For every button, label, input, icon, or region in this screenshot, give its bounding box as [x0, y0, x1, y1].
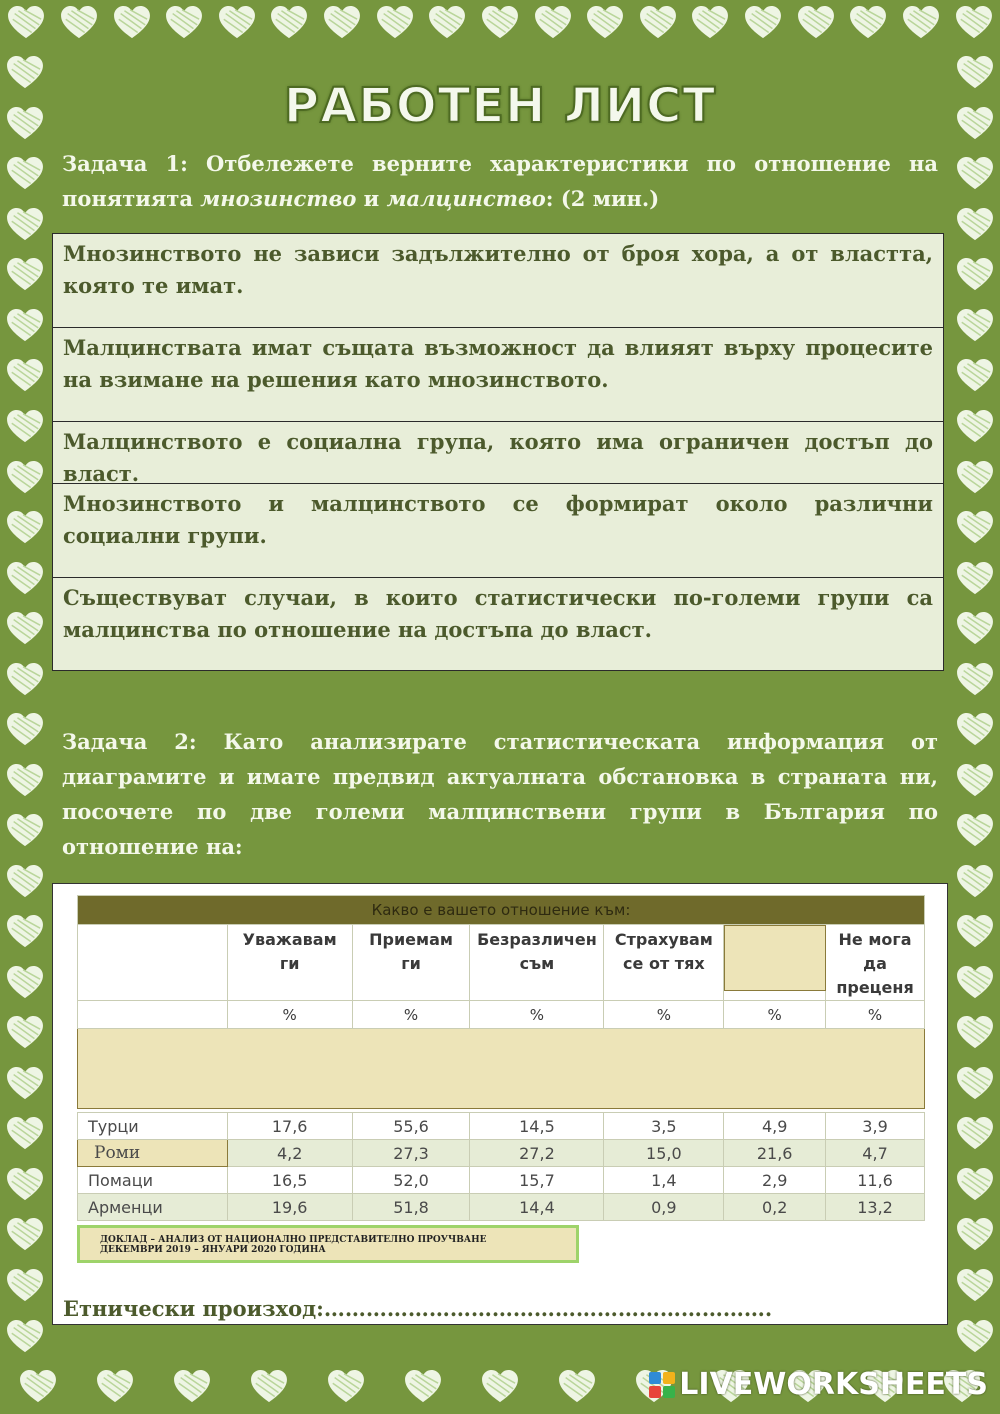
heart-icon — [956, 258, 994, 296]
heart-icon — [956, 562, 994, 600]
heart-border-top — [0, 0, 1000, 50]
table-cell: 4,2 — [227, 1140, 352, 1167]
heart-icon — [6, 1218, 44, 1256]
pct-cell: % — [470, 1001, 604, 1029]
table-cell: 16,5 — [227, 1167, 352, 1194]
heart-icon — [744, 6, 782, 44]
table-cell: 4,9 — [724, 1113, 826, 1140]
heart-icon — [428, 6, 466, 44]
heart-icon — [956, 764, 994, 802]
table-cell: 27,3 — [352, 1140, 470, 1167]
heart-icon — [173, 1370, 211, 1408]
pct-cell: % — [604, 1001, 724, 1029]
heart-border-left — [0, 50, 50, 1364]
heart-icon — [7, 6, 45, 44]
table-cell: 4,7 — [826, 1140, 925, 1167]
statement-option[interactable]: Малцинствата имат същата възможност да влияят върху процесите на взимане на решения като мнозинството. — [53, 328, 943, 422]
heart-icon — [956, 966, 994, 1004]
heart-icon — [956, 1168, 994, 1206]
table-row — [78, 1194, 925, 1221]
heart-icon — [956, 713, 994, 751]
heart-icon — [6, 461, 44, 499]
heart-icon — [6, 157, 44, 195]
heart-icon — [6, 865, 44, 903]
table-cell: 2,9 — [724, 1167, 826, 1194]
heart-icon — [956, 915, 994, 953]
heart-icon — [6, 359, 44, 397]
header-answer-box[interactable] — [724, 925, 826, 1001]
statement-option[interactable]: Мнозинството не зависи задължително от броя хора, а от властта, която те имат. — [53, 234, 943, 328]
heart-icon — [6, 1016, 44, 1054]
report-source-box — [77, 1225, 579, 1263]
ethnic-origin-field[interactable]: Етнически произход:………………………………………………………. — [63, 1296, 773, 1321]
table-cell: 15,7 — [470, 1167, 604, 1194]
pct-cell: % — [826, 1001, 925, 1029]
heart-icon — [956, 1067, 994, 1105]
table-cell: 3,9 — [826, 1113, 925, 1140]
pct-cell: % — [227, 1001, 352, 1029]
table-cell: 52,0 — [352, 1167, 470, 1194]
statement-option[interactable]: Мнозинството и малцинството се формират около различни социални групи. — [53, 484, 943, 578]
heart-icon — [586, 6, 624, 44]
liveworksheets-logo — [649, 1367, 988, 1402]
statement-option[interactable]: Малцинството е социална група, която има ограничен достъп до власт. — [53, 422, 943, 484]
answer-area[interactable] — [78, 1029, 925, 1109]
heart-icon — [6, 1067, 44, 1105]
table-row — [78, 1167, 925, 1194]
heart-icon — [6, 663, 44, 701]
task1-lead: Задача 1: Отбележете верните характеристики по отношение на понятията — [62, 151, 938, 211]
heart-icon — [849, 6, 887, 44]
heart-icon — [6, 1168, 44, 1206]
page-title: РАБОТЕН ЛИСТ — [283, 78, 717, 134]
heart-icon — [6, 764, 44, 802]
table-cell: 21,6 — [724, 1140, 826, 1167]
heart-icon — [6, 410, 44, 448]
report-line-2: ДЕКЕМВРИ 2019 – ЯНУАРИ 2020 ГОДИНА — [100, 1245, 326, 1255]
heart-icon — [956, 410, 994, 448]
table-cell: 15,0 — [604, 1140, 724, 1167]
heart-icon — [6, 713, 44, 751]
task1-conj: и — [356, 186, 387, 211]
table-cell: 0,9 — [604, 1194, 724, 1221]
heart-icon — [956, 461, 994, 499]
logo-icon — [649, 1372, 675, 1398]
table-cell: 19,6 — [227, 1194, 352, 1221]
heart-icon — [481, 6, 519, 44]
heart-icon — [956, 511, 994, 549]
table-cell: 0,2 — [724, 1194, 826, 1221]
heart-icon — [6, 1269, 44, 1307]
task1-term-majority: мнозинство — [200, 186, 357, 211]
answer-input-box[interactable] — [724, 925, 826, 991]
heart-icon — [6, 258, 44, 296]
heart-icon — [165, 6, 203, 44]
pct-cell: % — [352, 1001, 470, 1029]
heart-icon — [96, 1370, 134, 1408]
header-empty — [78, 925, 228, 1001]
heart-icon — [6, 309, 44, 347]
heart-icon — [250, 1370, 288, 1408]
heart-icon — [558, 1370, 596, 1408]
heart-icon — [327, 1370, 365, 1408]
heart-icon — [956, 359, 994, 397]
table-cell: 51,8 — [352, 1194, 470, 1221]
heart-icon — [218, 6, 256, 44]
statement-option[interactable]: Съществуват случаи, в които статистически по-големи групи са малцинства по отношение на достъпа до власт. — [63, 585, 933, 642]
header-accept: Приемам ги — [352, 925, 470, 1001]
heart-icon — [6, 562, 44, 600]
survey-panel — [52, 883, 948, 1325]
heart-icon — [270, 6, 308, 44]
task1-text — [62, 146, 938, 216]
report-line-1: ДОКЛАД – АНАЛИЗ ОТ НАЦИОНАЛНО ПРЕДСТАВИТЕЛНО ПРОУЧВАНЕ — [100, 1235, 487, 1245]
heart-icon — [19, 1370, 57, 1408]
table-cell: 27,2 — [470, 1140, 604, 1167]
heart-icon — [956, 865, 994, 903]
task1-tail: : (2 мин.) — [545, 186, 660, 211]
heart-icon — [376, 6, 414, 44]
heart-icon — [534, 6, 572, 44]
table-row — [78, 1140, 925, 1167]
table-cell: 17,6 — [227, 1113, 352, 1140]
row-group-label[interactable]: Роми — [78, 1140, 228, 1167]
heart-icon — [6, 612, 44, 650]
header-cannot-judge: Не мога да преценя — [826, 925, 925, 1001]
heart-icon — [956, 1320, 994, 1358]
heart-icon — [691, 6, 729, 44]
heart-icon — [956, 1117, 994, 1155]
header-indifferent: Безразличен съм — [470, 925, 604, 1001]
row-group-label: Турци — [78, 1113, 228, 1140]
logo-text: LIVEWORKSHEETS — [679, 1367, 988, 1402]
heart-icon — [955, 6, 993, 44]
table-row — [78, 1113, 925, 1140]
heart-icon — [956, 612, 994, 650]
table-cell: 11,6 — [826, 1167, 925, 1194]
statements-table — [52, 233, 944, 671]
heart-icon — [113, 6, 151, 44]
heart-icon — [956, 157, 994, 195]
heart-icon — [6, 814, 44, 852]
heart-icon — [6, 1117, 44, 1155]
table-caption: Какво е вашето отношение към: — [78, 896, 925, 925]
heart-icon — [404, 1370, 442, 1408]
table-cell: 55,6 — [352, 1113, 470, 1140]
heart-icon — [6, 966, 44, 1004]
header-respect: Уважавам ги — [227, 925, 352, 1001]
heart-icon — [956, 663, 994, 701]
heart-border-right — [950, 50, 1000, 1364]
heart-icon — [956, 814, 994, 852]
table-cell: 1,4 — [604, 1167, 724, 1194]
heart-icon — [6, 208, 44, 246]
task1-term-minority: малцинство — [386, 186, 546, 211]
pct-empty — [78, 1001, 228, 1029]
table-cell: 13,2 — [826, 1194, 925, 1221]
table-cell: 3,5 — [604, 1113, 724, 1140]
survey-table — [77, 895, 925, 1221]
row-group-label: Арменци — [78, 1194, 228, 1221]
heart-icon — [956, 309, 994, 347]
heart-icon — [956, 1218, 994, 1256]
heart-icon — [323, 6, 361, 44]
pct-cell: % — [724, 1001, 826, 1029]
heart-icon — [6, 1320, 44, 1358]
heart-icon — [6, 511, 44, 549]
heart-icon — [956, 1016, 994, 1054]
heart-icon — [639, 6, 677, 44]
row-group-label: Помаци — [78, 1167, 228, 1194]
heart-icon — [60, 6, 98, 44]
heart-icon — [956, 208, 994, 246]
table-cell: 14,5 — [470, 1113, 604, 1140]
heart-icon — [6, 915, 44, 953]
heart-icon — [481, 1370, 519, 1408]
heart-icon — [902, 6, 940, 44]
heart-icon — [797, 6, 835, 44]
task2-text: Задача 2: Като анализирате статистическата информация от диаграмите и имате предвид актуалната обстановка в страната ни, посочете по две големи малцинствени групи в България по отношение на: — [62, 729, 938, 859]
table-cell: 14,4 — [470, 1194, 604, 1221]
header-afraid: Страхувам се от тях — [604, 925, 724, 1001]
heart-icon — [956, 1269, 994, 1307]
